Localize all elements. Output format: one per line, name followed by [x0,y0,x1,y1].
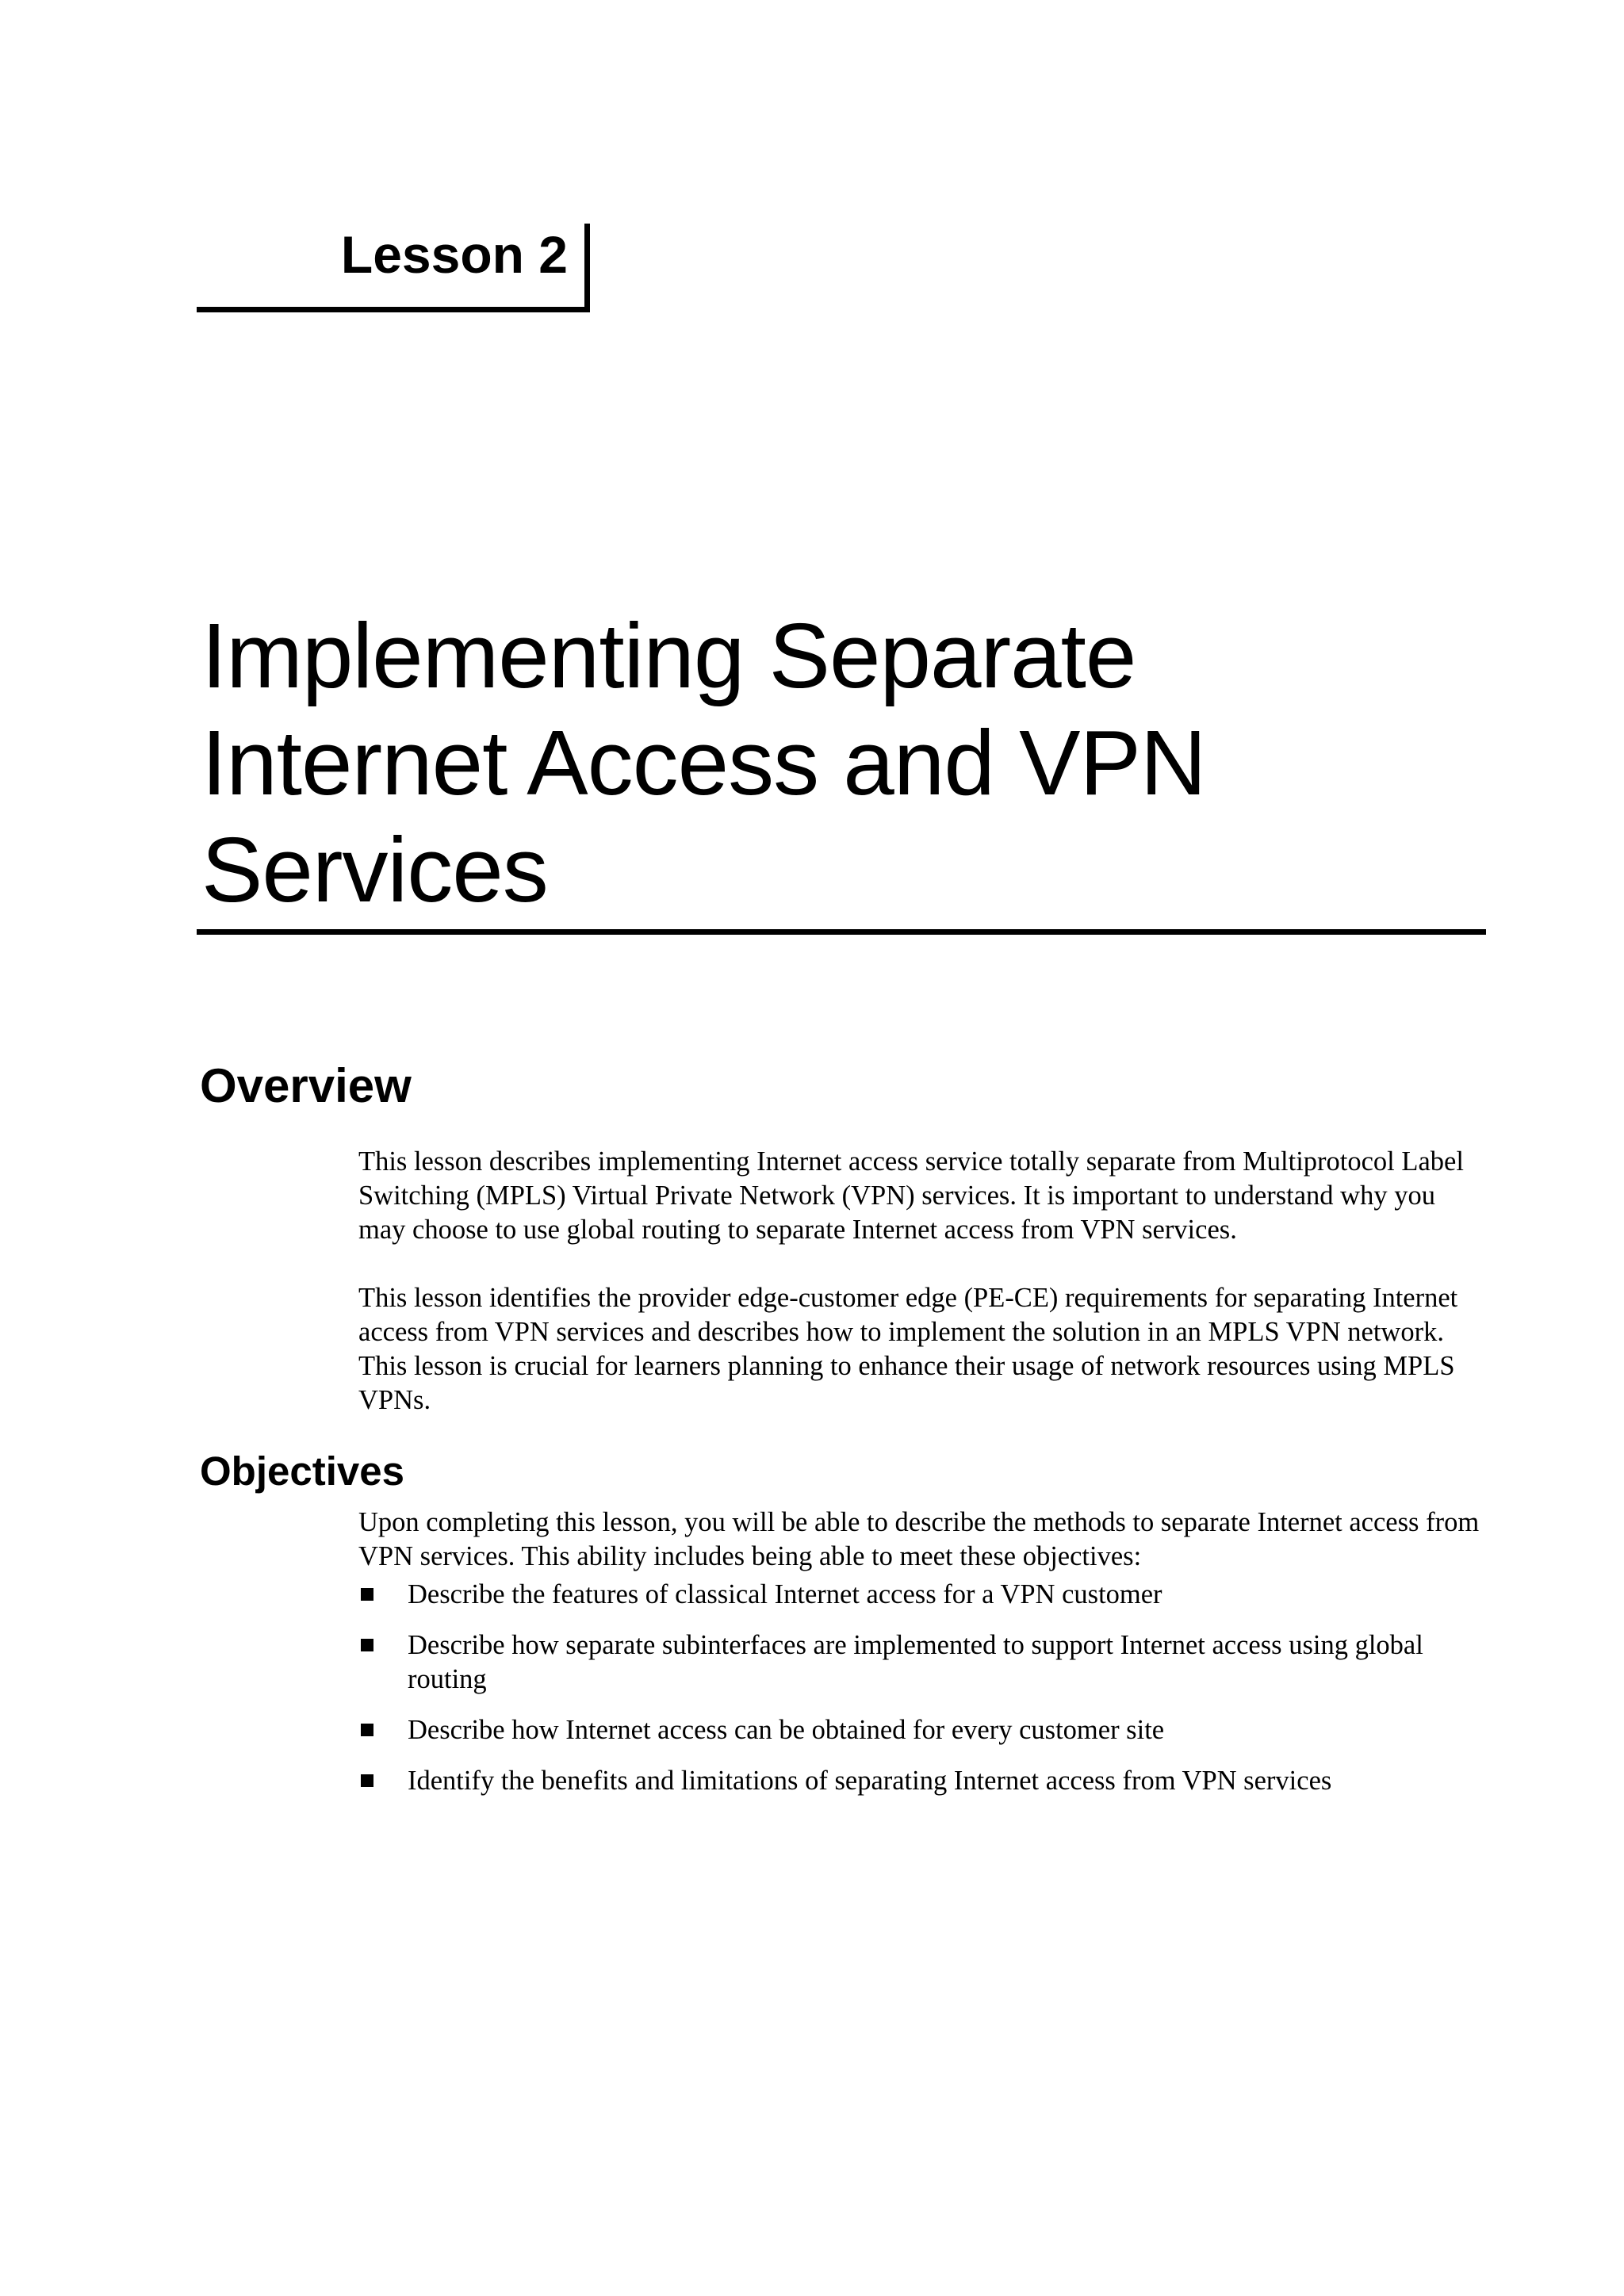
lesson-side-rule [584,224,590,312]
objectives-heading: Objectives [200,1448,404,1494]
title-divider [197,929,1486,935]
objective-item [358,1578,1488,1612]
objective-text: Describe how separate subinterfaces are implemented to support Internet access using global routing [408,1630,1423,1694]
objective-item [358,1628,1488,1697]
objectives-list [358,1578,1488,1815]
lesson-underline [197,307,590,312]
overview-paragraph-1: This lesson describes implementing Internet access service totally separate from Multiprotocol Label Switching (MPLS) Virtual Private Network (VPN) services. It is important to understand why you may choose to use global routing to separate Internet access from VPN services. [358,1146,1464,1245]
objective-text: Describe the features of classical Internet access for a VPN customer [408,1579,1162,1609]
square-bullet-icon [361,1724,373,1736]
lesson-header [197,224,590,312]
square-bullet-icon [361,1774,373,1787]
title-line-1: Implementing Separate [201,604,1136,707]
lesson-title [201,603,1486,924]
overview-paragraph-2: This lesson identifies the provider edge-customer edge (PE-CE) requirements for separating Internet access from VPN services and describes how to implement the solution in an MPLS VPN network. This lesson is crucial for learners planning to enhance their usage of network resources using MPLS VPNs. [358,1283,1458,1415]
square-bullet-icon [361,1588,373,1601]
objective-text: Describe how Internet access can be obtained for every customer site [408,1715,1165,1745]
objective-text: Identify the benefits and limitations of separating Internet access from VPN services [408,1766,1332,1796]
lesson-label: Lesson 2 [340,225,568,284]
title-line-2: Internet Access and VPN [201,711,1206,814]
objective-item [358,1713,1488,1747]
overview-heading: Overview [200,1059,412,1112]
objectives-intro: Upon completing this lesson, you will be able to describe the methods to separate Internet access from VPN services. This ability includes being able to meet these objectives: [358,1507,1480,1571]
square-bullet-icon [361,1639,373,1651]
title-line-3: Services [201,818,548,921]
objective-item [358,1764,1488,1798]
